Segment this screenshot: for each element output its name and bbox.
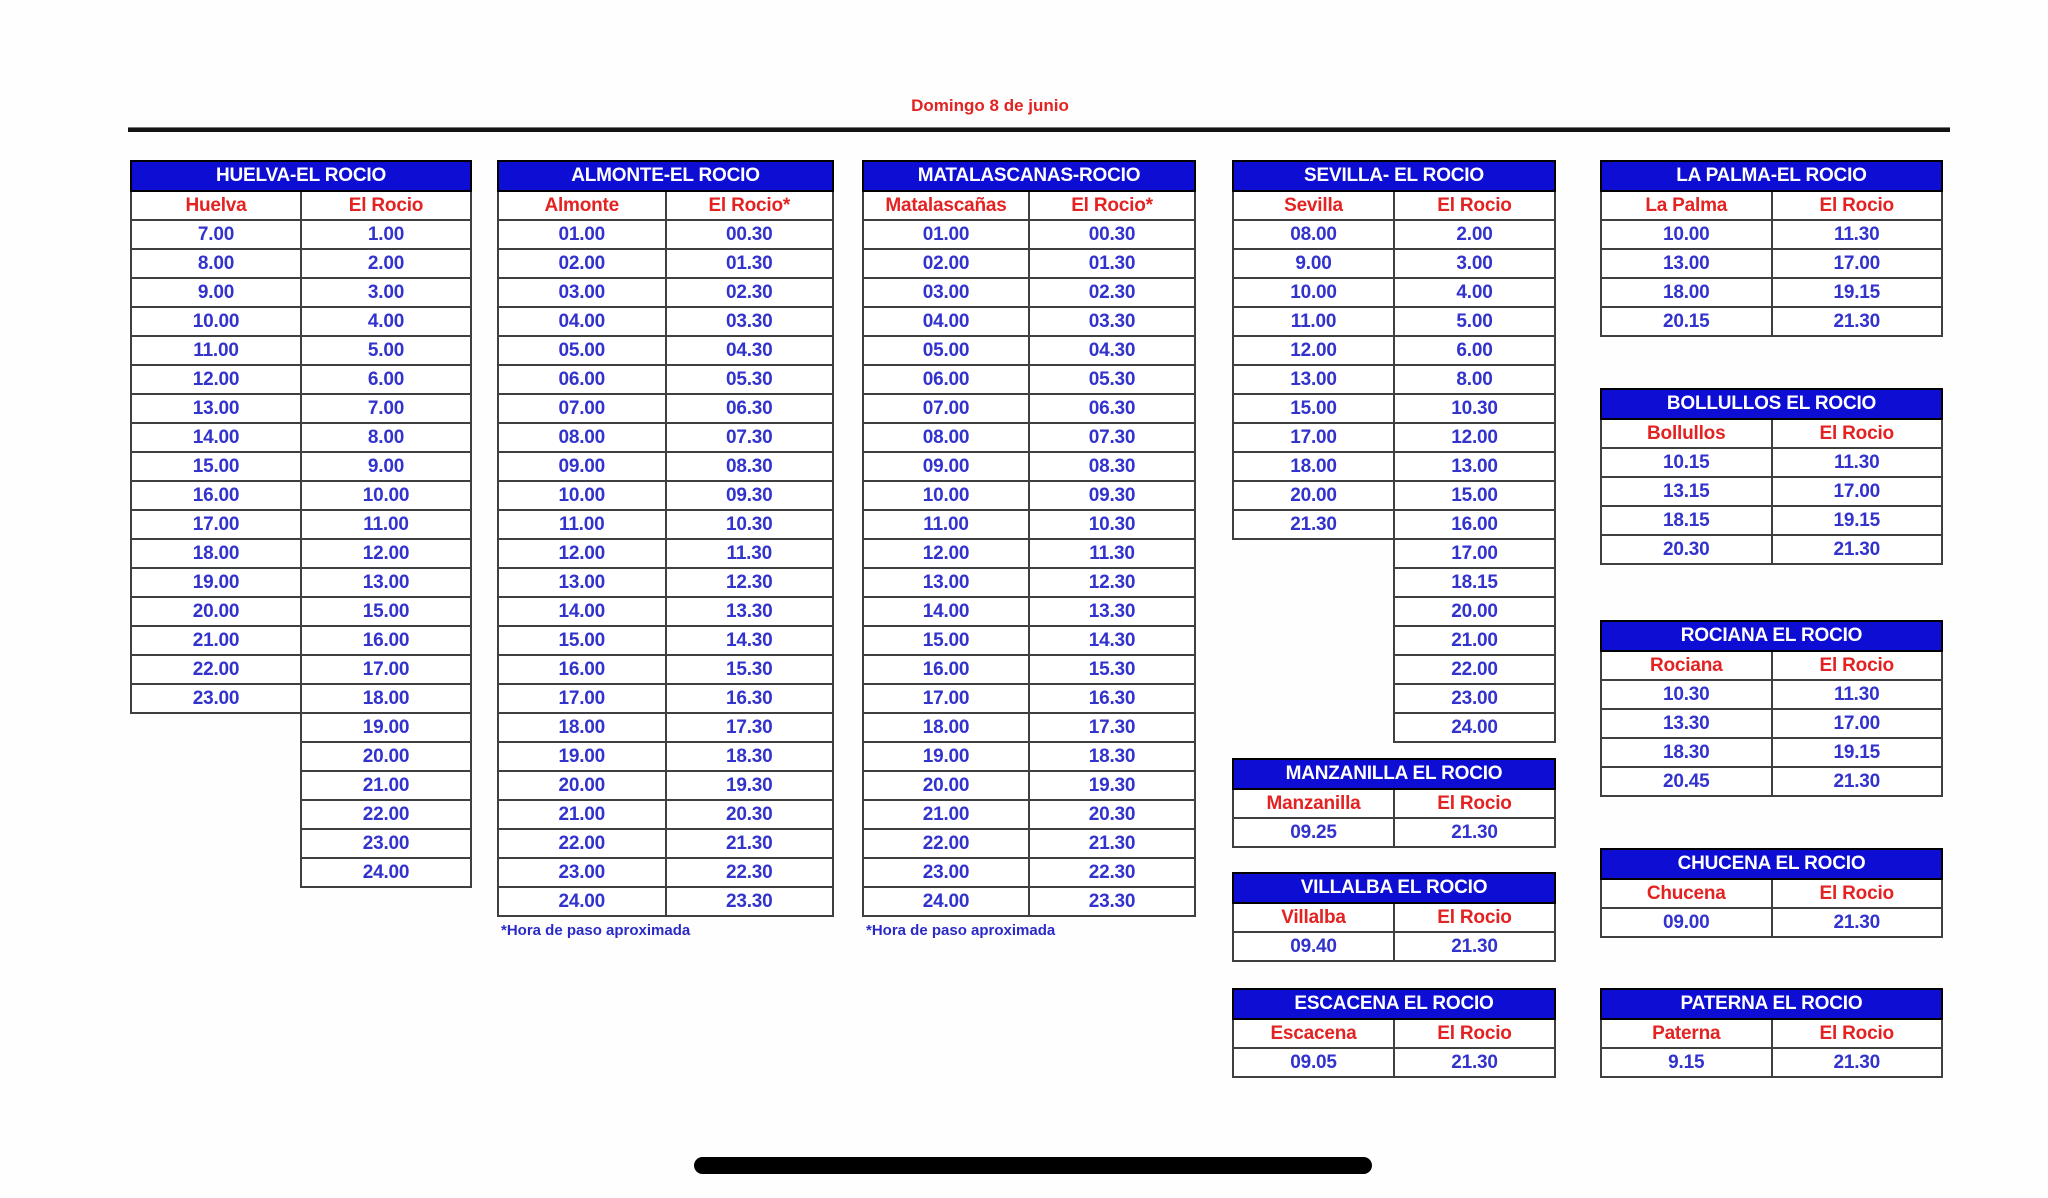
origin-time-cell: 20.45 [1601, 767, 1772, 796]
timetable-manzanilla [1232, 758, 1556, 848]
origin-time-cell: 08.00 [1233, 220, 1394, 249]
origin-time-cell: 01.00 [498, 220, 666, 249]
rocio-time-cell: 01.30 [1029, 249, 1195, 278]
origin-time-cell: 7.00 [131, 220, 301, 249]
origin-time-cell: 13.00 [863, 568, 1029, 597]
origin-time-cell: 14.00 [863, 597, 1029, 626]
bollullos-table-host [1600, 388, 1943, 565]
rocio-time-cell: 11.30 [666, 539, 834, 568]
origin-time-cell: 05.00 [498, 336, 666, 365]
rocio-time-cell: 11.30 [1772, 448, 1943, 477]
origin-time-cell: 22.00 [498, 829, 666, 858]
column-header: Bollullos [1601, 419, 1772, 448]
rocio-time-cell: 3.00 [1394, 249, 1555, 278]
rocio-time-cell: 21.30 [1772, 908, 1943, 937]
rocio-time-cell: 6.00 [301, 365, 471, 394]
rocio-time-cell: 21.30 [666, 829, 834, 858]
origin-time-cell: 21.30 [1233, 510, 1394, 539]
column-header: El Rocio* [666, 191, 834, 220]
rocio-time-cell: 5.00 [1394, 307, 1555, 336]
rocio-time-cell: 17.00 [1772, 709, 1943, 738]
rocio-time-cell: 01.30 [666, 249, 834, 278]
origin-time-cell: 17.00 [863, 684, 1029, 713]
column-header: Matalascañas [863, 191, 1029, 220]
rocio-time-cell: 10.00 [301, 481, 471, 510]
origin-time-cell: 07.00 [498, 394, 666, 423]
rocio-time-cell: 10.30 [666, 510, 834, 539]
origin-time-cell: 19.00 [863, 742, 1029, 771]
rocio-time-cell: 12.30 [666, 568, 834, 597]
origin-time-cell: 02.00 [498, 249, 666, 278]
origin-time-cell: 04.00 [863, 307, 1029, 336]
rocio-time-cell: 14.30 [1029, 626, 1195, 655]
origin-time-cell: 13.00 [1601, 249, 1772, 278]
origin-time-cell [131, 800, 301, 829]
almonte-table-host [497, 160, 834, 939]
rocio-time-cell: 12.30 [1029, 568, 1195, 597]
table-title: MANZANILLA EL ROCIO [1233, 759, 1555, 789]
rocio-time-cell: 10.30 [1029, 510, 1195, 539]
rocio-time-cell: 09.30 [666, 481, 834, 510]
lapalma-table-host [1600, 160, 1943, 337]
rocio-time-cell: 04.30 [1029, 336, 1195, 365]
rocio-time-cell: 8.00 [301, 423, 471, 452]
origin-time-cell: 10.00 [498, 481, 666, 510]
origin-time-cell [1233, 684, 1394, 713]
rocio-time-cell: 6.00 [1394, 336, 1555, 365]
timetable-escacena [1232, 988, 1556, 1078]
timetable-matalascanas [862, 160, 1196, 917]
origin-time-cell: 09.40 [1233, 932, 1394, 961]
timetable-bollullos [1600, 388, 1943, 565]
rocio-time-cell: 05.30 [1029, 365, 1195, 394]
rocio-time-cell: 04.30 [666, 336, 834, 365]
rocio-time-cell: 23.30 [666, 887, 834, 916]
origin-time-cell: 23.00 [863, 858, 1029, 887]
origin-time-cell: 11.00 [498, 510, 666, 539]
origin-time-cell: 13.30 [1601, 709, 1772, 738]
rocio-time-cell: 15.00 [1394, 481, 1555, 510]
origin-time-cell [1233, 539, 1394, 568]
origin-time-cell: 9.00 [131, 278, 301, 307]
table-title: PATERNA EL ROCIO [1601, 989, 1942, 1019]
column-header: El Rocio [1394, 903, 1555, 932]
timetable-lapalma [1600, 160, 1943, 337]
rocio-time-cell: 21.30 [1394, 932, 1555, 961]
timetable-villalba [1232, 872, 1556, 962]
origin-time-cell: 10.15 [1601, 448, 1772, 477]
rocio-time-cell: 16.30 [1029, 684, 1195, 713]
origin-time-cell: 10.30 [1601, 680, 1772, 709]
rocio-time-cell: 15.00 [301, 597, 471, 626]
origin-time-cell: 20.00 [1233, 481, 1394, 510]
rocio-time-cell: 17.30 [1029, 713, 1195, 742]
origin-time-cell [131, 713, 301, 742]
column-header: El Rocio [1394, 191, 1555, 220]
rocio-time-cell: 18.00 [301, 684, 471, 713]
rocio-time-cell: 11.30 [1772, 680, 1943, 709]
rocio-time-cell: 23.00 [1394, 684, 1555, 713]
timetable-paterna [1600, 988, 1943, 1078]
rocio-time-cell: 00.30 [666, 220, 834, 249]
origin-time-cell: 11.00 [1233, 307, 1394, 336]
rocio-time-cell: 16.30 [666, 684, 834, 713]
timetable-rociana [1600, 620, 1943, 797]
rocio-time-cell: 12.00 [1394, 423, 1555, 452]
rocio-time-cell: 19.00 [301, 713, 471, 742]
origin-time-cell: 8.00 [131, 249, 301, 278]
huelva-table-host [130, 160, 472, 888]
origin-time-cell: 08.00 [498, 423, 666, 452]
timetable-sevilla [1232, 160, 1556, 743]
origin-time-cell: 08.00 [863, 423, 1029, 452]
column-header: La Palma [1601, 191, 1772, 220]
origin-time-cell: 12.00 [498, 539, 666, 568]
origin-time-cell: 09.00 [1601, 908, 1772, 937]
rocio-time-cell: 20.00 [1394, 597, 1555, 626]
origin-time-cell: 09.00 [863, 452, 1029, 481]
rocio-time-cell: 21.30 [1394, 818, 1555, 847]
rocio-time-cell: 20.30 [1029, 800, 1195, 829]
rocio-time-cell: 22.30 [666, 858, 834, 887]
rocio-time-cell: 1.00 [301, 220, 471, 249]
matalascanas-table-host [862, 160, 1196, 939]
rocio-time-cell: 2.00 [301, 249, 471, 278]
origin-time-cell [1233, 713, 1394, 742]
origin-time-cell: 16.00 [131, 481, 301, 510]
rocio-time-cell: 05.30 [666, 365, 834, 394]
rocio-time-cell: 16.00 [1394, 510, 1555, 539]
column-header: El Rocio [1772, 191, 1943, 220]
origin-time-cell: 07.00 [863, 394, 1029, 423]
origin-time-cell [1233, 568, 1394, 597]
page-title: Domingo 8 de junio [911, 96, 1069, 115]
rocio-time-cell: 11.30 [1772, 220, 1943, 249]
rocio-time-cell: 17.00 [1394, 539, 1555, 568]
column-header: El Rocio [1772, 651, 1943, 680]
header-rule [128, 127, 1950, 132]
rocio-time-cell: 18.30 [666, 742, 834, 771]
origin-time-cell: 24.00 [863, 887, 1029, 916]
rocio-time-cell: 21.30 [1029, 829, 1195, 858]
column-header: Escacena [1233, 1019, 1394, 1048]
rocio-time-cell: 09.30 [1029, 481, 1195, 510]
rocio-time-cell: 17.00 [1772, 249, 1943, 278]
origin-time-cell: 21.00 [863, 800, 1029, 829]
rocio-time-cell: 7.00 [301, 394, 471, 423]
origin-time-cell: 15.00 [131, 452, 301, 481]
rocio-time-cell: 00.30 [1029, 220, 1195, 249]
origin-time-cell: 06.00 [498, 365, 666, 394]
rocio-time-cell: 13.30 [666, 597, 834, 626]
rocio-time-cell: 21.30 [1772, 535, 1943, 564]
rocio-time-cell: 23.00 [301, 829, 471, 858]
origin-time-cell: 20.00 [131, 597, 301, 626]
rocio-time-cell: 8.00 [1394, 365, 1555, 394]
column-header: Huelva [131, 191, 301, 220]
rocio-time-cell: 06.30 [666, 394, 834, 423]
origin-time-cell [131, 742, 301, 771]
column-header: Rociana [1601, 651, 1772, 680]
origin-time-cell: 23.00 [131, 684, 301, 713]
origin-time-cell: 02.00 [863, 249, 1029, 278]
column-header: El Rocio [1772, 419, 1943, 448]
origin-time-cell: 22.00 [863, 829, 1029, 858]
timetable-huelva [130, 160, 472, 888]
rocio-time-cell: 02.30 [666, 278, 834, 307]
column-header: Sevilla [1233, 191, 1394, 220]
origin-time-cell: 09.05 [1233, 1048, 1394, 1077]
origin-time-cell: 10.00 [863, 481, 1029, 510]
rocio-time-cell: 10.30 [1394, 394, 1555, 423]
origin-time-cell: 20.15 [1601, 307, 1772, 336]
origin-time-cell: 14.00 [498, 597, 666, 626]
column-header: Chucena [1601, 879, 1772, 908]
origin-time-cell: 18.00 [1233, 452, 1394, 481]
origin-time-cell: 21.00 [131, 626, 301, 655]
origin-time-cell: 21.00 [498, 800, 666, 829]
table-title: ROCIANA EL ROCIO [1601, 621, 1942, 651]
origin-time-cell: 10.00 [1233, 278, 1394, 307]
manzanilla-table-host [1232, 758, 1556, 848]
origin-time-cell: 9.15 [1601, 1048, 1772, 1077]
origin-time-cell: 20.30 [1601, 535, 1772, 564]
origin-time-cell: 12.00 [131, 365, 301, 394]
origin-time-cell: 18.30 [1601, 738, 1772, 767]
origin-time-cell: 16.00 [863, 655, 1029, 684]
rocio-time-cell: 24.00 [1394, 713, 1555, 742]
table-title: LA PALMA-EL ROCIO [1601, 161, 1942, 191]
origin-time-cell: 24.00 [498, 887, 666, 916]
rocio-time-cell: 21.30 [1772, 1048, 1943, 1077]
origin-time-cell: 03.00 [863, 278, 1029, 307]
column-header: Villalba [1233, 903, 1394, 932]
table-title: VILLALBA EL ROCIO [1233, 873, 1555, 903]
sevilla-table-host [1232, 160, 1556, 743]
rocio-time-cell: 15.30 [1029, 655, 1195, 684]
rocio-time-cell: 02.30 [1029, 278, 1195, 307]
rocio-time-cell: 20.00 [301, 742, 471, 771]
rocio-time-cell: 9.00 [301, 452, 471, 481]
rocio-time-cell: 21.30 [1772, 767, 1943, 796]
rocio-time-cell: 16.00 [301, 626, 471, 655]
origin-time-cell: 22.00 [131, 655, 301, 684]
rocio-time-cell: 21.00 [1394, 626, 1555, 655]
rocio-time-cell: 11.30 [1029, 539, 1195, 568]
rocio-time-cell: 22.00 [301, 800, 471, 829]
rocio-time-cell: 07.30 [1029, 423, 1195, 452]
origin-time-cell: 12.00 [863, 539, 1029, 568]
origin-time-cell: 09.25 [1233, 818, 1394, 847]
rocio-time-cell: 15.30 [666, 655, 834, 684]
origin-time-cell: 04.00 [498, 307, 666, 336]
origin-time-cell: 19.00 [498, 742, 666, 771]
rocio-time-cell: 19.15 [1772, 506, 1943, 535]
rocio-time-cell: 24.00 [301, 858, 471, 887]
rocio-time-cell: 22.00 [1394, 655, 1555, 684]
origin-time-cell: 20.00 [498, 771, 666, 800]
origin-time-cell: 18.00 [131, 539, 301, 568]
rocio-time-cell: 11.00 [301, 510, 471, 539]
rocio-time-cell: 20.30 [666, 800, 834, 829]
origin-time-cell: 15.00 [863, 626, 1029, 655]
origin-time-cell: 14.00 [131, 423, 301, 452]
origin-time-cell [1233, 626, 1394, 655]
rocio-time-cell: 07.30 [666, 423, 834, 452]
origin-time-cell: 13.00 [131, 394, 301, 423]
origin-time-cell: 15.00 [498, 626, 666, 655]
origin-time-cell: 13.15 [1601, 477, 1772, 506]
paterna-table-host [1600, 988, 1943, 1078]
origin-time-cell: 06.00 [863, 365, 1029, 394]
origin-time-cell: 9.00 [1233, 249, 1394, 278]
rociana-table-host [1600, 620, 1943, 797]
rocio-time-cell: 03.30 [666, 307, 834, 336]
origin-time-cell: 13.00 [498, 568, 666, 597]
rocio-time-cell: 12.00 [301, 539, 471, 568]
chucena-table-host [1600, 848, 1943, 938]
rocio-time-cell: 03.30 [1029, 307, 1195, 336]
rocio-time-cell: 2.00 [1394, 220, 1555, 249]
rocio-time-cell: 17.30 [666, 713, 834, 742]
origin-time-cell: 12.00 [1233, 336, 1394, 365]
rocio-time-cell: 19.15 [1772, 738, 1943, 767]
rocio-time-cell: 5.00 [301, 336, 471, 365]
rocio-time-cell: 22.30 [1029, 858, 1195, 887]
origin-time-cell: 11.00 [863, 510, 1029, 539]
rocio-time-cell: 17.00 [1772, 477, 1943, 506]
origin-time-cell: 19.00 [131, 568, 301, 597]
origin-time-cell: 10.00 [1601, 220, 1772, 249]
column-header: El Rocio [301, 191, 471, 220]
origin-time-cell [131, 829, 301, 858]
origin-time-cell [131, 858, 301, 887]
origin-time-cell: 01.00 [863, 220, 1029, 249]
origin-time-cell: 17.00 [1233, 423, 1394, 452]
table-title: CHUCENA EL ROCIO [1601, 849, 1942, 879]
origin-time-cell: 17.00 [131, 510, 301, 539]
column-header: El Rocio [1772, 1019, 1943, 1048]
rocio-time-cell: 13.00 [1394, 452, 1555, 481]
rocio-time-cell: 14.30 [666, 626, 834, 655]
origin-time-cell: 15.00 [1233, 394, 1394, 423]
origin-time-cell [1233, 655, 1394, 684]
rocio-time-cell: 4.00 [1394, 278, 1555, 307]
column-header: El Rocio [1772, 879, 1943, 908]
origin-time-cell: 17.00 [498, 684, 666, 713]
origin-time-cell: 11.00 [131, 336, 301, 365]
origin-time-cell: 18.00 [498, 713, 666, 742]
rocio-time-cell: 21.30 [1772, 307, 1943, 336]
column-header: Almonte [498, 191, 666, 220]
origin-time-cell: 13.00 [1233, 365, 1394, 394]
footnote: *Hora de paso aproximada [866, 922, 1056, 939]
origin-time-cell: 10.00 [131, 307, 301, 336]
table-title: SEVILLA- EL ROCIO [1233, 161, 1555, 191]
origin-time-cell: 16.00 [498, 655, 666, 684]
rocio-time-cell: 06.30 [1029, 394, 1195, 423]
rocio-time-cell: 13.00 [301, 568, 471, 597]
column-header: El Rocio* [1029, 191, 1195, 220]
table-title: MATALASCANAS-ROCIO [863, 161, 1195, 191]
origin-time-cell: 18.15 [1601, 506, 1772, 535]
bottom-divider-bar [694, 1157, 1372, 1174]
origin-time-cell: 18.00 [1601, 278, 1772, 307]
table-title: ESCACENA EL ROCIO [1233, 989, 1555, 1019]
rocio-time-cell: 3.00 [301, 278, 471, 307]
footnote: *Hora de paso aproximada [501, 922, 691, 939]
rocio-time-cell: 19.30 [666, 771, 834, 800]
rocio-time-cell: 19.15 [1772, 278, 1943, 307]
rocio-time-cell: 08.30 [666, 452, 834, 481]
origin-time-cell: 05.00 [863, 336, 1029, 365]
origin-time-cell: 09.00 [498, 452, 666, 481]
origin-time-cell [1233, 597, 1394, 626]
table-title: ALMONTE-EL ROCIO [498, 161, 833, 191]
origin-time-cell: 23.00 [498, 858, 666, 887]
origin-time-cell: 03.00 [498, 278, 666, 307]
timetable-chucena [1600, 848, 1943, 938]
rocio-time-cell: 23.30 [1029, 887, 1195, 916]
origin-time-cell [131, 771, 301, 800]
rocio-time-cell: 18.30 [1029, 742, 1195, 771]
table-title: HUELVA-EL ROCIO [131, 161, 471, 191]
origin-time-cell: 18.00 [863, 713, 1029, 742]
timetable-almonte [497, 160, 834, 917]
column-header: Paterna [1601, 1019, 1772, 1048]
rocio-time-cell: 18.15 [1394, 568, 1555, 597]
column-header: El Rocio [1394, 789, 1555, 818]
column-header: El Rocio [1394, 1019, 1555, 1048]
rocio-time-cell: 21.30 [1394, 1048, 1555, 1077]
rocio-time-cell: 13.30 [1029, 597, 1195, 626]
origin-time-cell: 20.00 [863, 771, 1029, 800]
rocio-time-cell: 19.30 [1029, 771, 1195, 800]
rocio-time-cell: 17.00 [301, 655, 471, 684]
column-header: Manzanilla [1233, 789, 1394, 818]
rocio-time-cell: 08.30 [1029, 452, 1195, 481]
villalba-table-host [1232, 872, 1556, 962]
table-title: BOLLULLOS EL ROCIO [1601, 389, 1942, 419]
rocio-time-cell: 4.00 [301, 307, 471, 336]
rocio-time-cell: 21.00 [301, 771, 471, 800]
escacena-table-host [1232, 988, 1556, 1078]
